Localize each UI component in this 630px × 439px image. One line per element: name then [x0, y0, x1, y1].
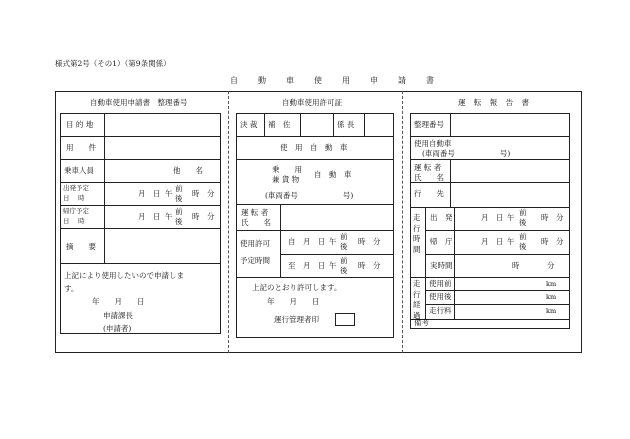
remarks-label: 備考 — [414, 318, 429, 327]
permit-to-month-day: 月 日 — [303, 261, 326, 270]
odometer-before-unit: km — [546, 280, 557, 288]
form-reference: 様式第2号（その1）（第9条関係） — [55, 59, 171, 68]
form-title: 自 動 車 使 用 申 請 書 — [230, 76, 440, 85]
permit-from-gozen: 午 — [329, 237, 337, 246]
departure-pm: 後 — [175, 194, 183, 203]
permit-date: 年 月 日 — [267, 297, 320, 306]
destination-label: 目 的 地 — [66, 120, 94, 129]
permit-to-gozen: 午 — [329, 261, 337, 270]
return-gozen: 午 — [165, 212, 173, 221]
departure-gozen: 午 — [165, 189, 173, 198]
report-driver-name-label: 氏 名 — [414, 173, 444, 182]
report-depart-gozen: 午 — [507, 213, 515, 222]
actual-time-label: 実時間 — [430, 261, 453, 270]
passengers-label: 乗車人員 — [64, 166, 94, 175]
return-pm: 後 — [175, 217, 183, 226]
vehicle-type-label: 自 動 車 — [314, 170, 352, 179]
chief-label: 係 長 — [337, 120, 355, 129]
permit-from-label: 自 — [288, 237, 296, 246]
actual-minutes-label: 分 — [547, 261, 555, 270]
manager-seal-box[interactable] — [335, 313, 355, 326]
purpose-label: 用 件 — [66, 143, 96, 152]
report-ref-label: 整理番号 — [414, 120, 444, 129]
permit-driver-name-label: 氏 名 — [241, 218, 271, 227]
permit-to-label: 至 — [288, 261, 296, 270]
permit-usage-label: 使用許可 — [240, 239, 270, 248]
report-return-gozen: 午 — [507, 237, 515, 246]
permit-driver-label: 運 転 者 — [241, 208, 269, 217]
applicant-name-label: (申請者) — [103, 324, 132, 333]
vehicle-header: 使 用 自 動 車 — [280, 143, 348, 152]
permit-to-time: 時 分 — [358, 261, 381, 270]
permit-time-label: 予定時間 — [240, 256, 270, 265]
assistant-label: 補 佐 — [268, 120, 291, 129]
permit-statement: 上記のとおり許可します。 — [252, 283, 342, 292]
odometer-after-unit: km — [546, 293, 557, 301]
panel-separator-2 — [402, 91, 403, 353]
report-depart-pm: 後 — [519, 218, 527, 227]
report-return-am: 前 — [519, 232, 527, 241]
report-return-label: 帰 庁 — [430, 237, 453, 246]
report-depart-am: 前 — [519, 208, 527, 217]
permit-from-time: 時 分 — [358, 237, 381, 246]
permit-from-month-day: 月 日 — [303, 237, 326, 246]
return-month-day: 月 日 — [138, 212, 161, 221]
permit-to-am: 前 — [340, 256, 348, 265]
report-depart-time: 時 分 — [541, 213, 564, 222]
manager-seal-label: 運行管理者印 — [274, 315, 319, 324]
report-return-month-day: 月 日 — [481, 237, 504, 246]
passenger-vehicle-label: 乗 用 — [272, 165, 302, 174]
decision-label: 決 裁 — [240, 120, 258, 129]
mileage-label: 走行料 — [429, 306, 452, 315]
application-date: 年 月 日 — [92, 297, 145, 306]
return-label: 帰庁予定 — [63, 207, 89, 215]
report-destination-label: 行 先 — [414, 189, 444, 198]
return-time: 時 分 — [192, 212, 215, 221]
application-statement-end: す。 — [64, 284, 79, 293]
permit-from-am: 前 — [340, 232, 348, 241]
report-driver-label: 運 転 者 — [414, 163, 442, 172]
report-return-pm: 後 — [519, 242, 527, 251]
actual-hours-label: 時 — [512, 261, 520, 270]
departure-am: 前 — [175, 184, 183, 193]
permit-plate-number: (車両番号 号) — [265, 191, 354, 200]
report-plate-number: (車両番号 号) — [422, 149, 511, 158]
distance-label: 走行経過 — [413, 279, 421, 320]
odometer-before-label: 使用前 — [429, 279, 452, 288]
report-depart-label: 出 発 — [430, 213, 453, 222]
return-datetime-label: 日 時 — [63, 217, 85, 225]
permit-to-pm: 後 — [340, 266, 348, 275]
departure-time: 時 分 — [192, 189, 215, 198]
departure-label: 出発予定 — [63, 184, 89, 192]
application-statement: 上記により使用したいので申請しま — [64, 271, 184, 280]
permit-from-pm: 後 — [340, 242, 348, 251]
cargo-vehicle-label: 兼 貨 物 — [272, 175, 300, 184]
report-depart-month-day: 月 日 — [481, 213, 504, 222]
others-count-label: 他 名 — [173, 166, 203, 175]
panel-separator-1 — [228, 91, 229, 353]
summary-label: 摘 要 — [66, 242, 96, 251]
report-return-time: 時 分 — [541, 237, 564, 246]
mileage-unit: km — [546, 307, 557, 315]
panel1-header: 自動車使用申請書 整理番号 — [90, 98, 188, 107]
return-am: 前 — [175, 207, 183, 216]
report-vehicle-label: 使用自動車 — [414, 139, 452, 148]
travel-time-label: 走行時間 — [413, 213, 421, 254]
applicant-title: 申請課長 — [103, 311, 133, 320]
departure-month-day: 月 日 — [138, 189, 161, 198]
panel3-header: 運 転 報 告 書 — [458, 98, 533, 107]
odometer-after-label: 使用後 — [429, 292, 452, 301]
departure-datetime-label: 日 時 — [63, 194, 85, 202]
panel2-header: 自動車使用許可証 — [282, 98, 342, 107]
